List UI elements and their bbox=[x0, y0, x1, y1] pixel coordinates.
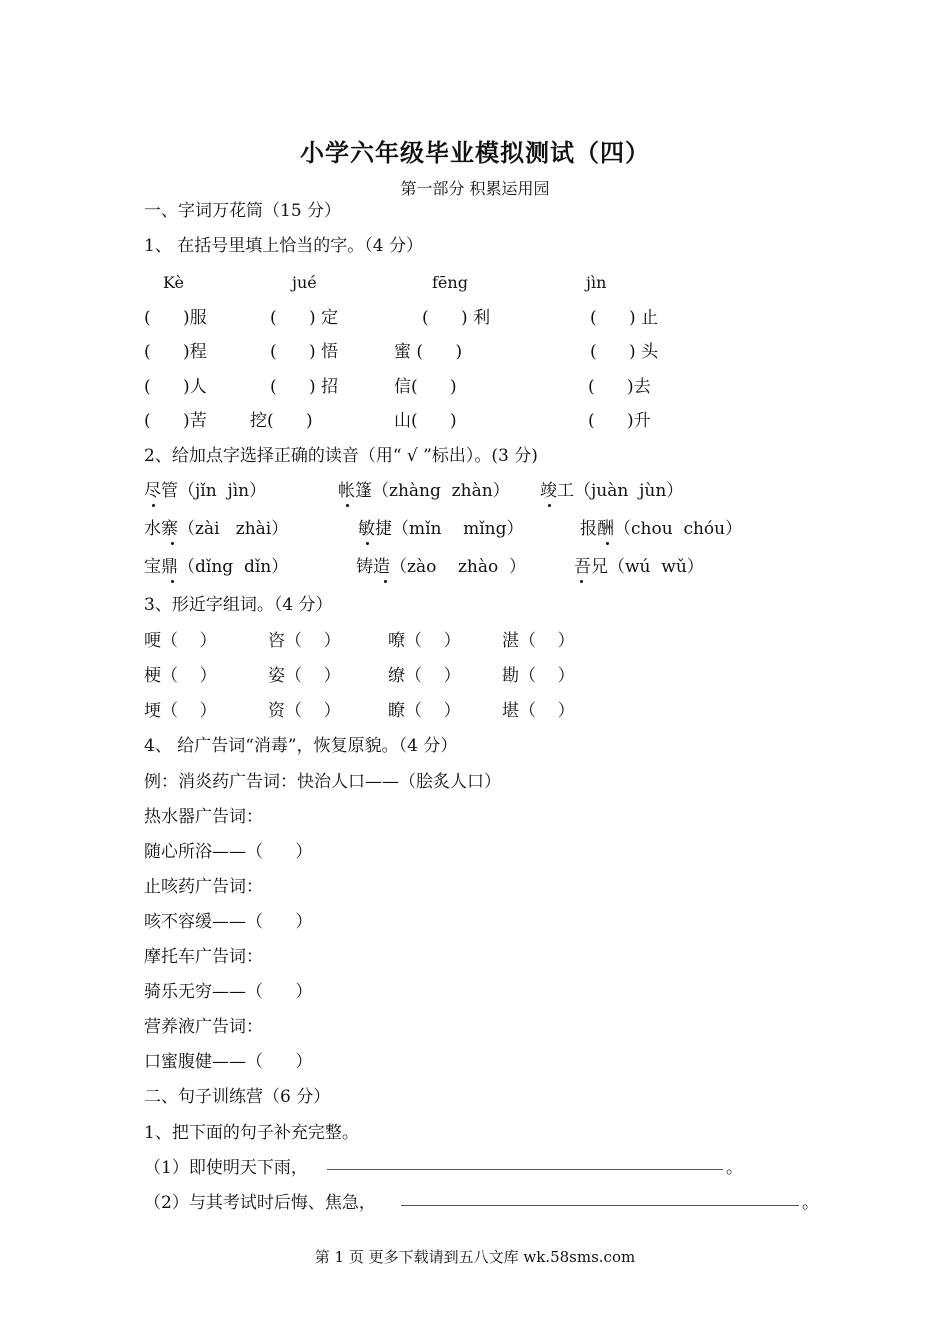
emphasis-dot bbox=[580, 580, 583, 583]
q3-cell: 勘（ ） bbox=[502, 666, 575, 686]
emphasis-dot bbox=[171, 542, 174, 545]
q1-cell: 信( ) bbox=[394, 377, 457, 397]
s2q1-item-2: （2）与其考试时后悔、焦急， bbox=[144, 1193, 376, 1213]
page-subtitle: 第一部分 积累运用园 bbox=[400, 179, 550, 198]
emphasis-dot bbox=[346, 504, 349, 507]
s2q1-heading: 1、把下面的句子补充完整。 bbox=[144, 1123, 359, 1143]
q4-line: 例：消炎药广告词：快治人口——（脍炙人口） bbox=[144, 772, 501, 792]
item-end-mark: 。 bbox=[802, 1193, 819, 1213]
q1-cell: ( ) 头 bbox=[590, 342, 659, 362]
q1-pinyin-4: jìn bbox=[586, 273, 607, 292]
q4-line: 摩托车广告词： bbox=[144, 947, 263, 967]
q4-line: 热水器广告词： bbox=[144, 807, 263, 827]
q1-pinyin-3: fēng bbox=[432, 273, 468, 292]
q2-heading: 2、给加点字选择正确的读音（用“ √ ”标出）。(3 分) bbox=[144, 446, 538, 466]
q1-cell: ( )服 bbox=[144, 308, 207, 328]
q1-cell: ( ) 利 bbox=[422, 308, 491, 328]
q4-line: 营养液广告词： bbox=[144, 1017, 263, 1037]
s2q1-item-1: （1）即使明天下雨， bbox=[144, 1158, 308, 1178]
q3-cell: 姿（ ） bbox=[268, 666, 341, 686]
q3-cell: 哽（ ） bbox=[144, 631, 217, 651]
q1-heading: 1、 在括号里填上恰当的字。（4 分） bbox=[144, 236, 423, 256]
q1-pinyin-2: jué bbox=[292, 273, 317, 292]
q1-cell: 山( ) bbox=[394, 411, 457, 431]
section1-heading: 一、字词万花筒（15 分） bbox=[144, 201, 342, 221]
answer-line[interactable] bbox=[401, 1205, 799, 1206]
q1-pinyin-1: Kè bbox=[163, 273, 184, 292]
item-end-mark: 。 bbox=[726, 1158, 743, 1178]
page-title: 小学六年级毕业模拟测试（四） bbox=[300, 138, 650, 167]
q1-cell: ( ) 招 bbox=[270, 377, 339, 397]
q4-line: 咳不容缓——（ ） bbox=[144, 912, 313, 932]
q2-cell: 宝鼎（dǐng dǐn） bbox=[144, 557, 289, 577]
emphasis-dot bbox=[384, 580, 387, 583]
q1-cell: ( )人 bbox=[144, 377, 207, 397]
q2-cell: 敏捷（mǐn mǐng） bbox=[358, 519, 524, 539]
q3-cell: 瞭（ ） bbox=[388, 701, 461, 721]
q4-line: 止咳药广告词： bbox=[144, 877, 263, 897]
page-footer: 第 1 页 更多下载请到五八文库 wk.58sms.com bbox=[314, 1248, 636, 1266]
q3-heading: 3、形近字组词。（4 分） bbox=[144, 595, 333, 615]
q3-cell: 埂（ ） bbox=[144, 701, 217, 721]
q3-cell: 咨（ ） bbox=[268, 631, 341, 651]
q2-cell: 报酬（chou chóu） bbox=[580, 519, 743, 539]
q2-cell: 竣工（juàn jùn） bbox=[540, 481, 684, 501]
q1-cell: ( ) 悟 bbox=[270, 342, 339, 362]
q4-heading: 4、 给广告词“消毒”，恢复原貌。（4 分） bbox=[144, 736, 458, 756]
q3-cell: 嘹（ ） bbox=[388, 631, 461, 651]
q3-cell: 缭（ ） bbox=[388, 666, 461, 686]
q4-line: 口蜜腹健——（ ） bbox=[144, 1052, 313, 1072]
q1-cell: ( )苦 bbox=[144, 411, 207, 431]
q1-cell: 蜜 ( ) bbox=[394, 342, 463, 362]
q1-cell: ( ) 定 bbox=[270, 308, 339, 328]
q4-line: 随心所浴——（ ） bbox=[144, 842, 313, 862]
q2-cell: 吾兄（wú wǔ） bbox=[574, 557, 704, 577]
q3-cell: 资（ ） bbox=[268, 701, 341, 721]
q1-cell: ( )升 bbox=[588, 411, 651, 431]
emphasis-dot bbox=[152, 504, 155, 507]
q1-cell: ( )程 bbox=[144, 342, 207, 362]
q3-cell: 梗（ ） bbox=[144, 666, 217, 686]
q3-cell: 湛（ ） bbox=[502, 631, 575, 651]
emphasis-dot bbox=[171, 580, 174, 583]
section2-heading: 二、句子训练营（6 分） bbox=[144, 1087, 331, 1107]
q2-cell: 水寨（zài zhài） bbox=[144, 519, 289, 539]
q2-cell: 铸造（zào zhào ） bbox=[356, 557, 527, 577]
q4-line: 骑乐无穷——（ ） bbox=[144, 982, 313, 1002]
emphasis-dot bbox=[366, 542, 369, 545]
q2-cell: 帐篷（zhàng zhàn） bbox=[338, 481, 510, 501]
q2-cell: 尽管（jǐn jìn） bbox=[144, 481, 267, 501]
answer-line[interactable] bbox=[327, 1169, 723, 1170]
q1-cell: ( )去 bbox=[588, 377, 651, 397]
emphasis-dot bbox=[606, 542, 609, 545]
emphasis-dot bbox=[548, 504, 551, 507]
q3-cell: 堪（ ） bbox=[502, 701, 575, 721]
q1-cell: 挖( ) bbox=[250, 411, 313, 431]
q1-cell: ( ) 止 bbox=[590, 308, 659, 328]
